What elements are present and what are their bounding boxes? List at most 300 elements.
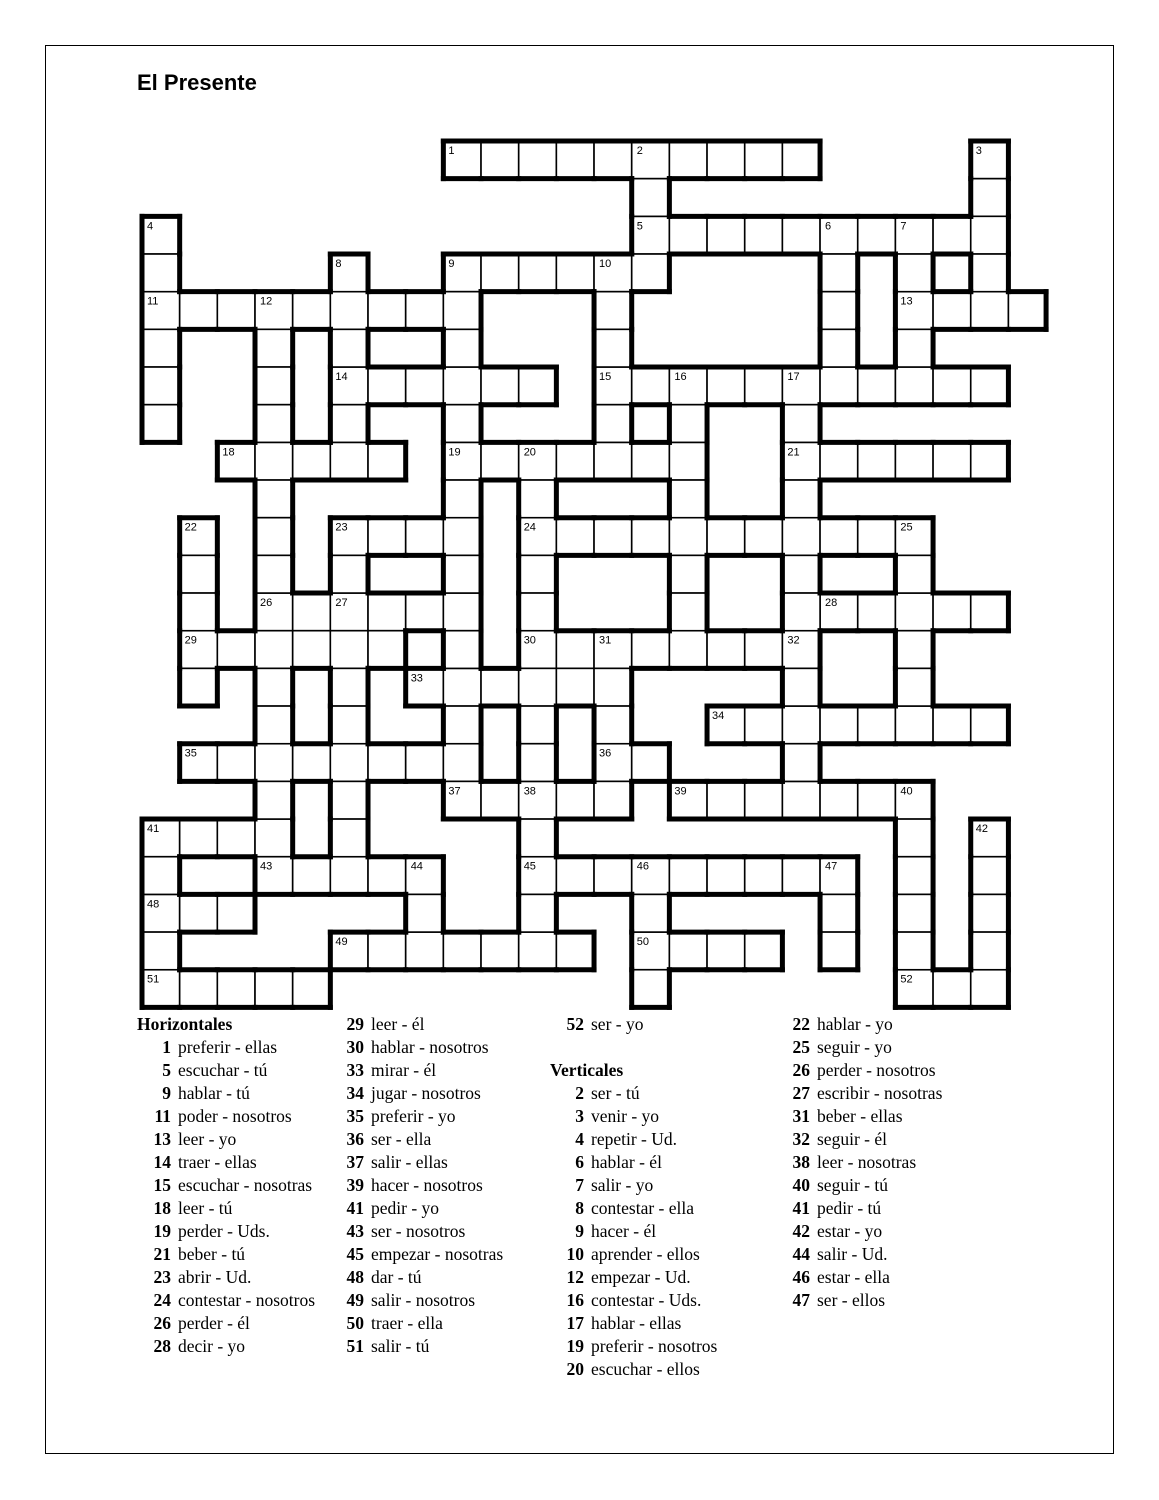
- clue-text: mirar - él: [371, 1060, 437, 1080]
- grid-cell[interactable]: [782, 216, 820, 254]
- grid-cell[interactable]: [293, 292, 331, 330]
- grid-cell[interactable]: [330, 292, 368, 330]
- grid-cell[interactable]: [933, 706, 971, 744]
- grid-cell[interactable]: [255, 329, 293, 367]
- across-clue: [137, 1059, 315, 1082]
- grid-cell[interactable]: [255, 631, 293, 669]
- cell-number: 36: [599, 747, 612, 760]
- clue-number: 20: [566, 1359, 584, 1379]
- grid-cell[interactable]: [895, 329, 933, 367]
- clue-text: repetir - Ud.: [591, 1129, 678, 1149]
- grid-cell[interactable]: [556, 442, 594, 480]
- clue-number: 37: [346, 1152, 364, 1172]
- clue-number: 13: [153, 1129, 171, 1149]
- clue-text: pedir - tú: [817, 1198, 882, 1218]
- grid-cell[interactable]: [330, 857, 368, 895]
- grid-cell[interactable]: [669, 480, 707, 518]
- cell-number: 32: [787, 634, 800, 647]
- grid-cell[interactable]: [669, 405, 707, 443]
- clue-number: 50: [346, 1313, 364, 1333]
- grid-cell[interactable]: [782, 706, 820, 744]
- grid-cell[interactable]: [443, 668, 481, 706]
- grid-cell[interactable]: [519, 593, 557, 631]
- clue-number: 1: [162, 1037, 171, 1057]
- grid-cell[interactable]: [745, 932, 783, 970]
- grid-cell[interactable]: [330, 668, 368, 706]
- grid-cell[interactable]: [293, 593, 331, 631]
- grid-cell[interactable]: [820, 894, 858, 932]
- clue-number: 8: [575, 1198, 584, 1218]
- clue-text: leer - yo: [178, 1129, 237, 1149]
- grid-cell[interactable]: [895, 894, 933, 932]
- grid-cell[interactable]: [707, 141, 745, 179]
- grid-cell[interactable]: [782, 480, 820, 518]
- grid-cell[interactable]: [707, 932, 745, 970]
- grid-cell[interactable]: [406, 932, 444, 970]
- grid-cell[interactable]: [255, 819, 293, 857]
- grid-cell[interactable]: [971, 894, 1009, 932]
- grid-cell[interactable]: [632, 179, 670, 217]
- grid-cell[interactable]: [142, 254, 180, 292]
- cell-number: 48: [147, 898, 160, 911]
- across-clue: [330, 1197, 503, 1220]
- cell-number: 18: [222, 446, 235, 459]
- clue-text: hablar - tú: [178, 1083, 250, 1103]
- clue-number: 41: [792, 1198, 810, 1218]
- grid-cell[interactable]: [255, 706, 293, 744]
- clue-number: 31: [792, 1106, 810, 1126]
- grid-cell[interactable]: [330, 442, 368, 480]
- grid-cell[interactable]: [255, 970, 293, 1008]
- grid-cell[interactable]: [556, 631, 594, 669]
- grid-cell[interactable]: [556, 932, 594, 970]
- grid-cell[interactable]: [745, 706, 783, 744]
- clue-text: abrir - Ud.: [178, 1267, 252, 1287]
- grid-cell[interactable]: [330, 555, 368, 593]
- grid-cell[interactable]: [556, 668, 594, 706]
- grid-cell[interactable]: [782, 744, 820, 782]
- cell-number: 5: [636, 220, 643, 233]
- grid-cell[interactable]: [443, 932, 481, 970]
- grid-cell[interactable]: [142, 857, 180, 895]
- grid-cell[interactable]: [745, 857, 783, 895]
- across-clue: [137, 1335, 315, 1358]
- grid-cell[interactable]: [594, 668, 632, 706]
- grid-cell[interactable]: [330, 405, 368, 443]
- grid-cell[interactable]: [443, 706, 481, 744]
- clue-number: 49: [346, 1290, 364, 1310]
- grid-cell[interactable]: [519, 141, 557, 179]
- grid-cell[interactable]: [745, 631, 783, 669]
- grid-cell[interactable]: [255, 518, 293, 556]
- down-clue: [550, 1105, 717, 1128]
- cell-number: 23: [335, 521, 348, 534]
- grid-cell[interactable]: [895, 593, 933, 631]
- grid-cell[interactable]: [443, 480, 481, 518]
- grid-cell[interactable]: [669, 932, 707, 970]
- grid-cell[interactable]: [519, 555, 557, 593]
- clue-text: contestar - Uds.: [591, 1290, 702, 1310]
- grid-cell[interactable]: [745, 216, 783, 254]
- clue-text: salir - yo: [591, 1175, 654, 1195]
- clue-text: escribir - nosotras: [817, 1083, 943, 1103]
- grid-cell[interactable]: [556, 141, 594, 179]
- grid-cell[interactable]: [669, 141, 707, 179]
- clue-column-3: [550, 1013, 717, 1381]
- grid-cell[interactable]: [481, 781, 519, 819]
- grid-cell[interactable]: [782, 141, 820, 179]
- grid-cell[interactable]: [443, 555, 481, 593]
- clue-text: decir - yo: [178, 1336, 246, 1356]
- grid-cell[interactable]: [632, 518, 670, 556]
- grid-cell[interactable]: [895, 631, 933, 669]
- grid-cell[interactable]: [632, 367, 670, 405]
- down-clue: [776, 1151, 942, 1174]
- grid-cell[interactable]: [971, 970, 1009, 1008]
- grid-cell[interactable]: [632, 744, 670, 782]
- across-clue: [330, 1082, 503, 1105]
- clue-number: 30: [346, 1037, 364, 1057]
- grid-cell[interactable]: [971, 442, 1009, 480]
- grid-cell[interactable]: [142, 329, 180, 367]
- grid-cell[interactable]: [142, 367, 180, 405]
- cell-number: 38: [523, 785, 536, 798]
- grid-cell[interactable]: [669, 442, 707, 480]
- clue-text: aprender - ellos: [591, 1244, 700, 1264]
- grid-cell[interactable]: [820, 518, 858, 556]
- grid-cell[interactable]: [707, 518, 745, 556]
- grid-cell[interactable]: [255, 555, 293, 593]
- grid-cell[interactable]: [330, 329, 368, 367]
- grid-cell[interactable]: [895, 254, 933, 292]
- clue-number: 21: [153, 1244, 171, 1264]
- grid-cell[interactable]: [180, 668, 218, 706]
- grid-cell[interactable]: [406, 744, 444, 782]
- grid-cell[interactable]: [330, 819, 368, 857]
- grid-cell[interactable]: [971, 593, 1009, 631]
- grid-cell[interactable]: [782, 518, 820, 556]
- cell-number: 42: [975, 823, 988, 836]
- grid-cell[interactable]: [895, 442, 933, 480]
- grid-cell[interactable]: [594, 442, 632, 480]
- grid-cell[interactable]: [443, 593, 481, 631]
- cell-number: 12: [260, 295, 273, 308]
- grid-cell[interactable]: [443, 518, 481, 556]
- grid-cell[interactable]: [519, 254, 557, 292]
- grid-cell[interactable]: [820, 442, 858, 480]
- grid-cell[interactable]: [895, 668, 933, 706]
- grid-cell[interactable]: [745, 367, 783, 405]
- grid-cell[interactable]: [368, 932, 406, 970]
- grid-cell[interactable]: [971, 932, 1009, 970]
- grid-cell[interactable]: [782, 668, 820, 706]
- grid-cell[interactable]: [782, 781, 820, 819]
- grid-cell[interactable]: [858, 216, 896, 254]
- grid-cell[interactable]: [632, 970, 670, 1008]
- grid-cell[interactable]: [443, 744, 481, 782]
- grid-cell[interactable]: [368, 631, 406, 669]
- cell-number: 2: [636, 145, 643, 157]
- cell-number: 3: [975, 145, 982, 157]
- grid-cell[interactable]: [217, 970, 255, 1008]
- across-clue: [137, 1197, 315, 1220]
- cell-number: 22: [184, 521, 197, 534]
- grid-cell[interactable]: [255, 668, 293, 706]
- grid-cell[interactable]: [519, 668, 557, 706]
- grid-cell[interactable]: [669, 555, 707, 593]
- grid-cell[interactable]: [406, 367, 444, 405]
- grid-cell[interactable]: [707, 367, 745, 405]
- grid-cell[interactable]: [481, 141, 519, 179]
- grid-cell[interactable]: [971, 292, 1009, 330]
- grid-cell[interactable]: [368, 442, 406, 480]
- grid-cell[interactable]: [255, 405, 293, 443]
- grid-cell[interactable]: [933, 216, 971, 254]
- grid-cell[interactable]: [556, 857, 594, 895]
- grid-cell[interactable]: [255, 480, 293, 518]
- grid-cell[interactable]: [594, 781, 632, 819]
- grid-cell[interactable]: [519, 480, 557, 518]
- clue-number: 35: [346, 1106, 364, 1126]
- grid-cell[interactable]: [745, 141, 783, 179]
- grid-cell[interactable]: [180, 593, 218, 631]
- grid-cell[interactable]: [858, 367, 896, 405]
- across-clue: [330, 1013, 503, 1036]
- cell-number: 29: [184, 634, 197, 647]
- grid-cell[interactable]: [858, 518, 896, 556]
- cell-number: 43: [260, 860, 273, 873]
- grid-cell[interactable]: [368, 857, 406, 895]
- grid-cell[interactable]: [330, 781, 368, 819]
- grid-cell[interactable]: [745, 518, 783, 556]
- grid-cell[interactable]: [594, 141, 632, 179]
- grid-cell[interactable]: [782, 405, 820, 443]
- clue-number: 52: [566, 1014, 584, 1034]
- grid-cell[interactable]: [1008, 292, 1046, 330]
- clue-number: 42: [792, 1221, 810, 1241]
- grid-cell[interactable]: [481, 367, 519, 405]
- grid-cell[interactable]: [406, 894, 444, 932]
- grid-cell[interactable]: [519, 367, 557, 405]
- grid-cell[interactable]: [293, 744, 331, 782]
- clue-number: 40: [792, 1175, 810, 1195]
- across-clue: [330, 1220, 503, 1243]
- grid-cell[interactable]: [180, 555, 218, 593]
- grid-cell[interactable]: [820, 706, 858, 744]
- grid-cell[interactable]: [858, 781, 896, 819]
- clue-text: leer - tú: [178, 1198, 233, 1218]
- grid-cell[interactable]: [632, 254, 670, 292]
- grid-cell[interactable]: [217, 631, 255, 669]
- grid-cell[interactable]: [594, 857, 632, 895]
- grid-cell[interactable]: [669, 518, 707, 556]
- across-heading: Horizontales: [137, 1014, 233, 1034]
- grid-cell[interactable]: [443, 292, 481, 330]
- grid-cell[interactable]: [632, 442, 670, 480]
- grid-cell[interactable]: [971, 857, 1009, 895]
- grid-cell[interactable]: [217, 292, 255, 330]
- grid-cell[interactable]: [933, 367, 971, 405]
- grid-cell[interactable]: [669, 593, 707, 631]
- across-clue: [137, 1266, 315, 1289]
- grid-cell[interactable]: [782, 593, 820, 631]
- grid-cell[interactable]: [406, 593, 444, 631]
- grid-cell[interactable]: [368, 367, 406, 405]
- grid-cell[interactable]: [594, 405, 632, 443]
- across-clue: [330, 1266, 503, 1289]
- grid-cell[interactable]: [820, 367, 858, 405]
- grid-cell[interactable]: [519, 894, 557, 932]
- grid-cell[interactable]: [895, 932, 933, 970]
- grid-cell[interactable]: [368, 593, 406, 631]
- down-clue: [550, 1266, 717, 1289]
- grid-cell[interactable]: [895, 706, 933, 744]
- grid-cell[interactable]: [481, 254, 519, 292]
- grid-cell[interactable]: [180, 894, 218, 932]
- grid-cell[interactable]: [971, 216, 1009, 254]
- grid-cell[interactable]: [443, 329, 481, 367]
- grid-cell[interactable]: [443, 631, 481, 669]
- clue-number: 51: [346, 1336, 364, 1356]
- grid-cell[interactable]: [368, 518, 406, 556]
- grid-cell[interactable]: [895, 819, 933, 857]
- grid-cell[interactable]: [594, 292, 632, 330]
- across-clue: [330, 1151, 503, 1174]
- grid-cell[interactable]: [293, 442, 331, 480]
- grid-cell[interactable]: [556, 518, 594, 556]
- grid-cell[interactable]: [255, 744, 293, 782]
- clue-text: estar - yo: [817, 1221, 883, 1241]
- grid-cell[interactable]: [142, 932, 180, 970]
- grid-cell[interactable]: [255, 781, 293, 819]
- clue-text: ser - tú: [591, 1083, 640, 1103]
- clue-number: 7: [575, 1175, 584, 1195]
- grid-cell[interactable]: [293, 970, 331, 1008]
- cell-number: 17: [787, 371, 800, 384]
- grid-cell[interactable]: [971, 254, 1009, 292]
- grid-cell[interactable]: [519, 706, 557, 744]
- grid-cell[interactable]: [933, 970, 971, 1008]
- grid-cell[interactable]: [820, 781, 858, 819]
- down-clue: [776, 1220, 942, 1243]
- grid-cell[interactable]: [669, 631, 707, 669]
- grid-cell[interactable]: [820, 932, 858, 970]
- grid-cell[interactable]: [180, 292, 218, 330]
- grid-cell[interactable]: [293, 857, 331, 895]
- down-clue: [550, 1358, 717, 1381]
- across-clue: [330, 1174, 503, 1197]
- clue-number: 26: [153, 1313, 171, 1333]
- grid-cell[interactable]: [895, 857, 933, 895]
- grid-cell[interactable]: [632, 894, 670, 932]
- clue-text: jugar - nosotros: [371, 1083, 481, 1103]
- grid-cell[interactable]: [745, 781, 783, 819]
- grid-cell[interactable]: [255, 442, 293, 480]
- grid-cell[interactable]: [180, 819, 218, 857]
- clue-text: seguir - él: [817, 1129, 887, 1149]
- grid-cell[interactable]: [895, 555, 933, 593]
- grid-cell[interactable]: [820, 329, 858, 367]
- grid-cell[interactable]: [933, 292, 971, 330]
- grid-cell[interactable]: [971, 179, 1009, 217]
- grid-cell[interactable]: [406, 518, 444, 556]
- grid-cell[interactable]: [519, 744, 557, 782]
- grid-cell[interactable]: [971, 706, 1009, 744]
- grid-cell[interactable]: [142, 405, 180, 443]
- grid-cell[interactable]: [443, 367, 481, 405]
- grid-cell[interactable]: [330, 744, 368, 782]
- across-clue: [330, 1312, 503, 1335]
- grid-cell[interactable]: [820, 292, 858, 330]
- clue-text: seguir - tú: [817, 1175, 888, 1195]
- grid-cell[interactable]: [594, 329, 632, 367]
- grid-cell[interactable]: [895, 367, 933, 405]
- cell-number: 41: [147, 823, 160, 836]
- grid-cell[interactable]: [217, 819, 255, 857]
- grid-cell[interactable]: [782, 555, 820, 593]
- grid-cell[interactable]: [707, 216, 745, 254]
- grid-cell[interactable]: [933, 442, 971, 480]
- grid-cell[interactable]: [443, 405, 481, 443]
- grid-cell[interactable]: [217, 894, 255, 932]
- grid-cell[interactable]: [707, 631, 745, 669]
- grid-cell[interactable]: [556, 781, 594, 819]
- grid-cell[interactable]: [255, 367, 293, 405]
- grid-cell[interactable]: [669, 216, 707, 254]
- grid-cell[interactable]: [293, 631, 331, 669]
- grid-cell[interactable]: [481, 932, 519, 970]
- grid-cell[interactable]: [858, 706, 896, 744]
- cell-number: 1: [448, 145, 455, 157]
- cell-number: 46: [636, 860, 649, 873]
- clue-text: preferir - yo: [371, 1106, 456, 1126]
- grid-cell[interactable]: [330, 631, 368, 669]
- clue-number: 19: [153, 1221, 171, 1241]
- grid-cell[interactable]: [858, 442, 896, 480]
- cell-number: 24: [523, 521, 536, 534]
- down-clue: [776, 1197, 942, 1220]
- grid-cell[interactable]: [707, 857, 745, 895]
- grid-cell[interactable]: [933, 593, 971, 631]
- grid-cell[interactable]: [406, 292, 444, 330]
- grid-cell[interactable]: [519, 819, 557, 857]
- grid-cell[interactable]: [669, 857, 707, 895]
- grid-cell[interactable]: [820, 254, 858, 292]
- grid-cell[interactable]: [594, 706, 632, 744]
- grid-cell[interactable]: [180, 970, 218, 1008]
- grid-cell[interactable]: [782, 857, 820, 895]
- grid-cell[interactable]: [368, 744, 406, 782]
- grid-cell[interactable]: [632, 631, 670, 669]
- clue-text: contestar - nosotros: [178, 1290, 316, 1310]
- grid-cell[interactable]: [330, 706, 368, 744]
- grid-cell[interactable]: [368, 292, 406, 330]
- grid-cell[interactable]: [971, 367, 1009, 405]
- cell-number: 8: [335, 258, 342, 271]
- grid-cell[interactable]: [481, 442, 519, 480]
- grid-cell[interactable]: [707, 781, 745, 819]
- clue-number: 32: [792, 1129, 810, 1149]
- cell-number: 20: [523, 446, 536, 459]
- clue-number: 3: [575, 1106, 584, 1126]
- grid-cell[interactable]: [594, 518, 632, 556]
- grid-cell[interactable]: [519, 932, 557, 970]
- cell-number: 7: [900, 220, 907, 233]
- grid-cell[interactable]: [556, 254, 594, 292]
- grid-cell[interactable]: [858, 593, 896, 631]
- grid-cell[interactable]: [217, 744, 255, 782]
- grid-cell[interactable]: [481, 668, 519, 706]
